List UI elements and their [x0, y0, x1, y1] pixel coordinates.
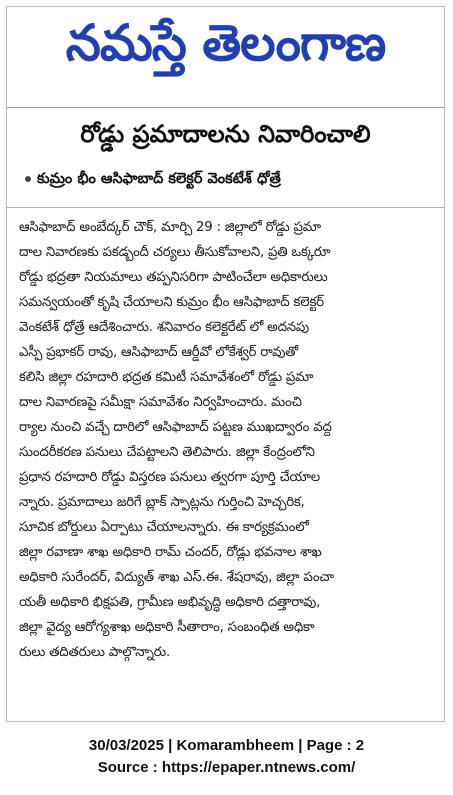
- body-line: జిల్లా వైద్య ఆరోగ్యశాఖ అధికారి సీతారాం, సంబంధిత అధికా: [19, 620, 315, 635]
- body-line: ఎస్పీ ప్రభాకర్ రావు, ఆసిఫాబాద్ ఆర్డీవో లోకేశ్వర్ రావుతో: [19, 345, 298, 360]
- body-line: న్నారు. ప్రమాదాలు జరిగే బ్లాక్ స్పాట్లను గుర్తించి హెచ్చరిక,: [19, 495, 305, 510]
- body-line: కలిసి జిల్లా రహదారి భద్రత కమిటీ సమావేశంలో రోడ్డు ప్రమా: [19, 370, 314, 385]
- body-line: సమన్వయంతో కృషి చేయాలని కుమ్రం భీం ఆసిఫాబాద్ కలెక్టర్: [19, 295, 324, 310]
- body-line: ర్యాల నుంచి వచ్చే దారిలో ఆసిఫాబాద్ పట్టణ ముఖద్వారం వద్ద: [19, 420, 332, 435]
- masthead-divider: [7, 107, 444, 108]
- body-line: ప్రధాన రహదారి రోడ్డు విస్తరణ పనులు త్వరగా పూర్తి చేయాల: [19, 470, 320, 485]
- subhead-text: కుమ్రం భీం ఆసిఫాబాద్ కలెక్టర్ వెంకటేశ్ ధోత్రే: [37, 171, 281, 187]
- body-line: దాల నివారణపై సమీక్షా సమావేశం నిర్వహించారు. మంచి: [19, 395, 302, 410]
- body-line: రోడ్డు భద్రతా నియమాలు తప్పనిసరిగా పాటించేలా అధికారులు: [19, 270, 328, 285]
- footer-date-line: 30/03/2025 | Komarambheem | Page : 2: [88, 737, 365, 754]
- footer-source-line: Source : https://epaper.ntnews.com/: [97, 759, 356, 776]
- bullet-icon: [25, 176, 31, 182]
- body-line: వెంకటేశ్ ధోత్రే ఆదేశించారు. శనివారం కలెక్టరేట్ లో అదనపు: [19, 320, 310, 335]
- body-line: సూచిక బోర్డులు ఏర్పాటు చేయాలన్నారు. ఈ కార్యక్రమంలో: [19, 520, 309, 535]
- body-line: ఆసిఫాబాద్ అంబేద్కర్ చౌక్, మార్చి 29 : జిల్లాలో రోడ్డు ప్రమా: [19, 220, 321, 235]
- body-line: దాల నివారణకు పకడ్బందీ చర్యలు తీసుకోవాలని, ప్రతి ఒక్కరూ: [19, 245, 331, 260]
- body-line: అధికారి సురేందర్, విద్యుత్ శాఖ ఎస్.ఈ. శేషరావు, జిల్లా పంచా: [19, 570, 334, 585]
- subhead-divider: [7, 207, 444, 208]
- article-body: [19, 215, 433, 665]
- article-headline: రోడ్డు ప్రమాదాలను నివారించాలి: [80, 120, 371, 148]
- masthead: [7, 7, 444, 81]
- body-line: రులు తదితరులు పాల్గొన్నారు.: [19, 645, 171, 660]
- article-subhead: [25, 167, 281, 191]
- body-line: సుందరీకరణ పనులు చేపట్టాలని తెలిపారు. జిల్లా కేంద్రంలోని: [19, 445, 315, 460]
- body-line: జిల్లా రవాణా శాఖ అధికారి రామ్ చందర్, రోడ్లు భవనాల శాఖ: [19, 545, 322, 560]
- masthead-title: నమస్తే తెలంగాణ: [65, 14, 386, 72]
- clipping-frame: [6, 6, 445, 722]
- body-line: యతీ అధికారి భిక్షపతి, గ్రామీణ అభివృద్ధి అధికారి దత్తారావు,: [19, 595, 321, 610]
